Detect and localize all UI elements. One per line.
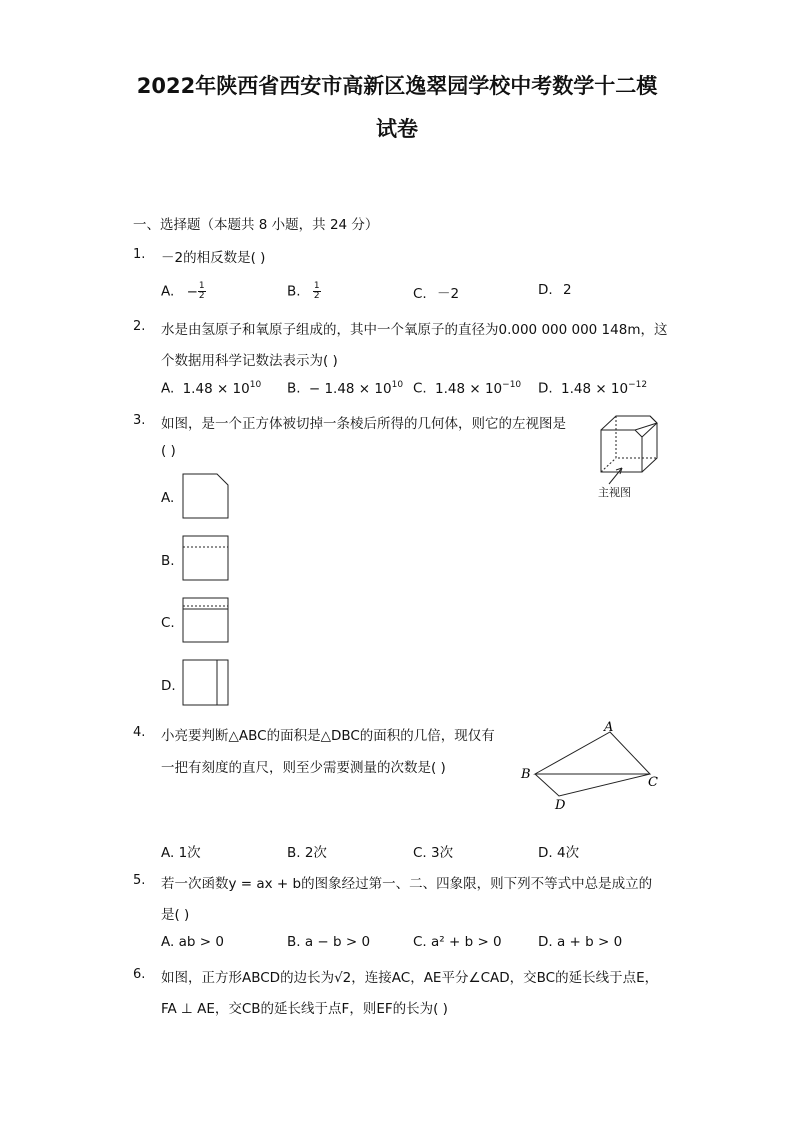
q1-option-c [413,282,459,302]
q4-point-c-label: C [648,775,658,790]
q1-option-a-fraction [198,282,206,301]
q2-option-b-base: − 1.48 × 10 [308,380,392,397]
question-number-6: 6. [133,967,146,982]
q3-option-a-figure [182,473,230,519]
question-5-line2: 是( ) [161,907,190,923]
page-title: 2022年陕西省西安市高新区逸翠园学校中考数学十二模 [136,74,658,98]
question-number-3: 3. [133,413,146,428]
section-heading: 一、选择题（本题共 8 小题，共 24 分） [133,217,379,233]
question-1-text: －2的相反数是( ) [161,250,266,266]
question-5-line1: 若一次函数y = ax + b的图象经过第一、二、四象限，则下列不等式中总是成立的 [161,876,653,892]
q2-option-d [538,380,647,397]
q3-option-c-figure [182,597,230,643]
q4-option-d: D. 4次 [538,845,580,861]
q1-option-c-label: C. [413,286,427,302]
q5-option-a: A. ab > 0 [161,934,224,950]
question-3-line1: 如图，是一个正方体被切掉一条棱后所得的几何体，则它的左视图是 [161,416,566,432]
q4-option-a: A. 1次 [161,845,201,861]
fraction-numerator: 1 [198,281,205,291]
q2-option-a [161,380,261,397]
q1-option-b [287,282,321,301]
question-number-4: 4. [133,725,146,740]
q4-option-c: C. 3次 [413,845,454,861]
q1-option-a-label: A. [161,283,175,300]
question-6-line1: 如图，正方形ABCD的边长为√2，连接AC，AE平分∠CAD，交BC的延长线于点E， [161,970,659,986]
q3-option-a-label: A. [161,490,175,506]
q3-option-d-figure [182,659,230,706]
q2-option-d-exponent: −12 [628,380,648,390]
fraction-denominator: 2 [313,291,320,301]
q4-point-a-label: A [604,720,614,735]
q2-option-d-label: D. [538,380,553,397]
question-4-line2: 一把有刻度的直尺，则至少需要测量的次数是( ) [161,760,446,776]
question-3-line2: ( ) [161,443,176,459]
q2-option-c-label: C. [413,380,427,397]
question-2-line2: 个数据用科学记数法表示为( ) [161,353,338,369]
q2-option-a-exponent: 10 [249,380,262,390]
q4-option-b: B. 2次 [287,845,327,861]
q2-option-b [287,380,403,397]
q1-option-d [538,282,572,298]
fraction-denominator: 2 [198,291,205,301]
q1-option-c-text: －2 [437,286,460,302]
q2-option-b-exponent: 10 [391,380,404,390]
q2-option-c [413,380,521,397]
q2-option-a-label: A. [161,380,175,397]
question-number-2: 2. [133,319,146,334]
q2-option-c-base: 1.48 × 10 [435,380,503,397]
q1-option-b-label: B. [287,283,301,300]
q1-option-a [161,282,206,301]
q3-option-d-label: D. [161,678,176,694]
fraction-numerator: 1 [313,281,320,291]
q4-point-d-label: D [555,798,566,813]
q2-option-d-base: 1.48 × 10 [560,380,629,397]
q5-option-d: D. a + b > 0 [538,934,623,950]
q2-option-c-exponent: −10 [502,380,522,390]
q4-triangle-figure [515,718,665,814]
q2-option-b-label: B. [287,380,301,397]
q5-option-b: B. a − b > 0 [287,934,371,950]
question-number-1: 1. [133,247,146,262]
page-title-line2: 试卷 [376,117,418,141]
q3-option-c-label: C. [161,615,175,631]
q3-option-b-figure [182,535,230,581]
question-6-line2: FA ⊥ AE，交CB的延长线于点F，则EF的长为( ) [161,1001,448,1017]
q5-option-c: C. a² + b > 0 [413,934,502,950]
question-number-5: 5. [133,873,146,888]
q3-figure-caption: 主视图 [598,486,631,499]
question-4-line1: 小亮要判断△ABC的面积是△DBC的面积的几倍，现仅有 [161,728,495,744]
q2-option-a-base: 1.48 × 10 [182,380,250,397]
q3-option-b-label: B. [161,553,175,569]
q1-option-d-text: 2 [562,282,572,298]
q1-option-d-label: D. [538,282,553,298]
q4-point-b-label: B [521,767,531,782]
q1-option-a-sign: − [186,283,198,300]
q1-option-b-fraction [313,282,321,301]
question-2-line1: 水是由氢原子和氧原子组成的，其中一个氧原子的直径为0.000 000 000 148m，这 [161,322,668,338]
